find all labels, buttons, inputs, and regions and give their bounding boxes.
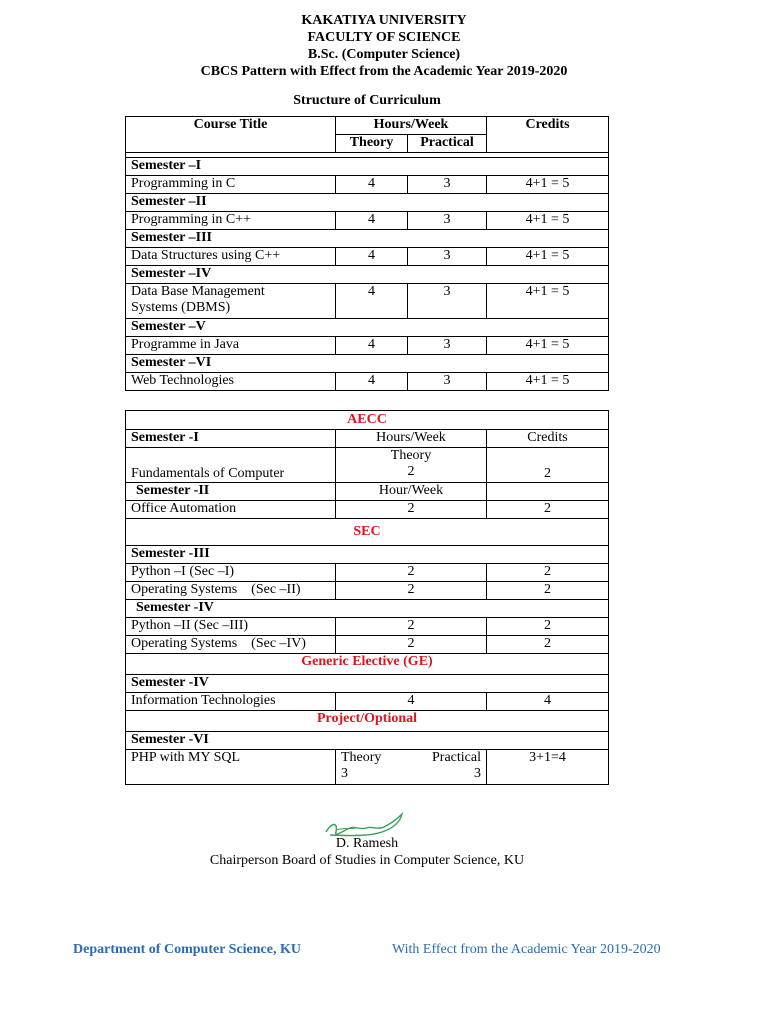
hour-week-label: Hour/Week bbox=[336, 483, 487, 501]
course-title: Information Technologies bbox=[126, 693, 336, 711]
curriculum-table bbox=[125, 116, 609, 391]
theory-hours: 2 bbox=[336, 618, 487, 636]
theory-hours: 4 bbox=[336, 248, 408, 266]
electives-table bbox=[125, 410, 609, 785]
practical-hours: 3 bbox=[408, 176, 487, 194]
table-row bbox=[126, 564, 609, 582]
theory-hours: 4 bbox=[336, 373, 408, 391]
theory-hours: 2 bbox=[336, 582, 487, 600]
semester-heading: Semester –VI bbox=[126, 355, 609, 373]
sec-title: SEC bbox=[126, 519, 609, 546]
credits: 2 bbox=[487, 501, 609, 519]
table-row bbox=[126, 582, 609, 600]
col-credits: Credits bbox=[487, 117, 609, 153]
ge-title: Generic Elective (GE) bbox=[126, 654, 609, 675]
course-title: PHP with MY SQL bbox=[126, 750, 336, 785]
pattern-line: CBCS Pattern with Effect from the Academic Year 2019-2020 bbox=[200, 64, 568, 79]
semester-heading: Semester –III bbox=[126, 230, 609, 248]
table-row bbox=[126, 750, 609, 785]
table-row bbox=[126, 337, 609, 355]
practical-hours: 3 bbox=[408, 212, 487, 230]
semester-heading: Semester -III bbox=[126, 546, 609, 564]
project-title: Project/Optional bbox=[126, 711, 609, 732]
table-row bbox=[126, 448, 609, 483]
semester-heading: Semester –II bbox=[126, 194, 609, 212]
semester-heading: Semester –V bbox=[126, 319, 609, 337]
table-row bbox=[126, 373, 609, 391]
semester-heading: Semester –IV bbox=[126, 266, 609, 284]
credits-label: Credits bbox=[487, 430, 609, 448]
semester-heading: Semester -IV bbox=[126, 675, 609, 693]
table-row bbox=[126, 693, 609, 711]
structure-title: Structure of Curriculum bbox=[293, 93, 441, 108]
course-title: Office Automation bbox=[126, 501, 336, 519]
semester-heading: Semester –I bbox=[126, 158, 609, 176]
credits: 4+1 = 5 bbox=[487, 248, 609, 266]
hours-week-label: Hours/Week bbox=[336, 430, 487, 448]
practical-hours: 3 bbox=[408, 248, 487, 266]
credits: 2 bbox=[487, 582, 609, 600]
col-hours-week: Hours/Week bbox=[336, 117, 487, 135]
credits: 2 bbox=[487, 618, 609, 636]
practical-label: Practical bbox=[432, 750, 481, 765]
signatory-designation: Chairperson Board of Studies in Computer Science, KU bbox=[209, 853, 525, 868]
semester-heading: Semester -VI bbox=[126, 732, 609, 750]
theory-hours: 2 bbox=[336, 636, 487, 654]
course-title: Programming in C++ bbox=[126, 212, 336, 230]
theory-hours: 4 bbox=[336, 337, 408, 355]
semester-heading: Semester -II bbox=[126, 483, 336, 501]
credits: 2 bbox=[487, 636, 609, 654]
aecc-title: AECC bbox=[126, 411, 609, 430]
program-name: B.Sc. (Computer Science) bbox=[307, 47, 461, 62]
practical-hours: 3 bbox=[474, 766, 481, 781]
university-name: KAKATIYA UNIVERSITY bbox=[301, 13, 467, 28]
theory-hours: 4 bbox=[336, 693, 487, 711]
theory-hours: 2 bbox=[336, 501, 487, 519]
credits: 4+1 = 5 bbox=[487, 337, 609, 355]
footer-effect: With Effect from the Academic Year 2019-2020 bbox=[392, 942, 661, 957]
semester-heading: Semester -IV bbox=[126, 600, 609, 618]
table-row bbox=[126, 501, 609, 519]
semester-heading: Semester -I bbox=[126, 430, 336, 448]
table-row bbox=[126, 248, 609, 266]
table-row bbox=[126, 636, 609, 654]
table-row bbox=[126, 284, 609, 319]
course-title: Python –II (Sec –III) bbox=[126, 618, 336, 636]
faculty-name: FACULTY OF SCIENCE bbox=[307, 30, 461, 45]
course-title: Python –I (Sec –I) bbox=[126, 564, 336, 582]
course-title: Data Base Management Systems (DBMS) bbox=[126, 284, 336, 319]
col-theory: Theory bbox=[336, 135, 408, 153]
theory-hours: 4 bbox=[336, 176, 408, 194]
theory-hours: Theory 2 bbox=[336, 448, 487, 483]
course-title: Data Structures using C++ bbox=[126, 248, 336, 266]
theory-hours: 4 bbox=[336, 212, 408, 230]
course-title: Programming in C bbox=[126, 176, 336, 194]
course-title: Fundamentals of Computer bbox=[126, 448, 336, 483]
practical-hours: 3 bbox=[408, 373, 487, 391]
theory-hours: 4 bbox=[336, 284, 408, 319]
col-practical: Practical bbox=[408, 135, 487, 153]
credits: 4+1 = 5 bbox=[487, 284, 609, 319]
table-row bbox=[126, 212, 609, 230]
course-title: Operating Systems (Sec –II) bbox=[126, 582, 336, 600]
credits: 4+1 = 5 bbox=[487, 212, 609, 230]
practical-hours: 3 bbox=[408, 284, 487, 319]
credits: 3+1=4 bbox=[487, 750, 609, 785]
theory-hours: 2 bbox=[336, 564, 487, 582]
credits: 4+1 = 5 bbox=[487, 373, 609, 391]
credits: 2 bbox=[487, 448, 609, 483]
theory-label: Theory bbox=[341, 750, 382, 765]
table-row bbox=[126, 618, 609, 636]
credits: 2 bbox=[487, 564, 609, 582]
project-hours bbox=[336, 750, 487, 785]
theory-hours: 3 bbox=[341, 766, 348, 781]
course-title: Operating Systems (Sec –IV) bbox=[126, 636, 336, 654]
footer-department: Department of Computer Science, KU bbox=[73, 942, 301, 957]
credits: 4 bbox=[487, 693, 609, 711]
col-course-title: Course Title bbox=[126, 117, 336, 153]
credits: 4+1 = 5 bbox=[487, 176, 609, 194]
course-title: Web Technologies bbox=[126, 373, 336, 391]
table-row bbox=[126, 176, 609, 194]
signatory-name: D. Ramesh bbox=[335, 836, 399, 851]
practical-hours: 3 bbox=[408, 337, 487, 355]
course-title: Programme in Java bbox=[126, 337, 336, 355]
